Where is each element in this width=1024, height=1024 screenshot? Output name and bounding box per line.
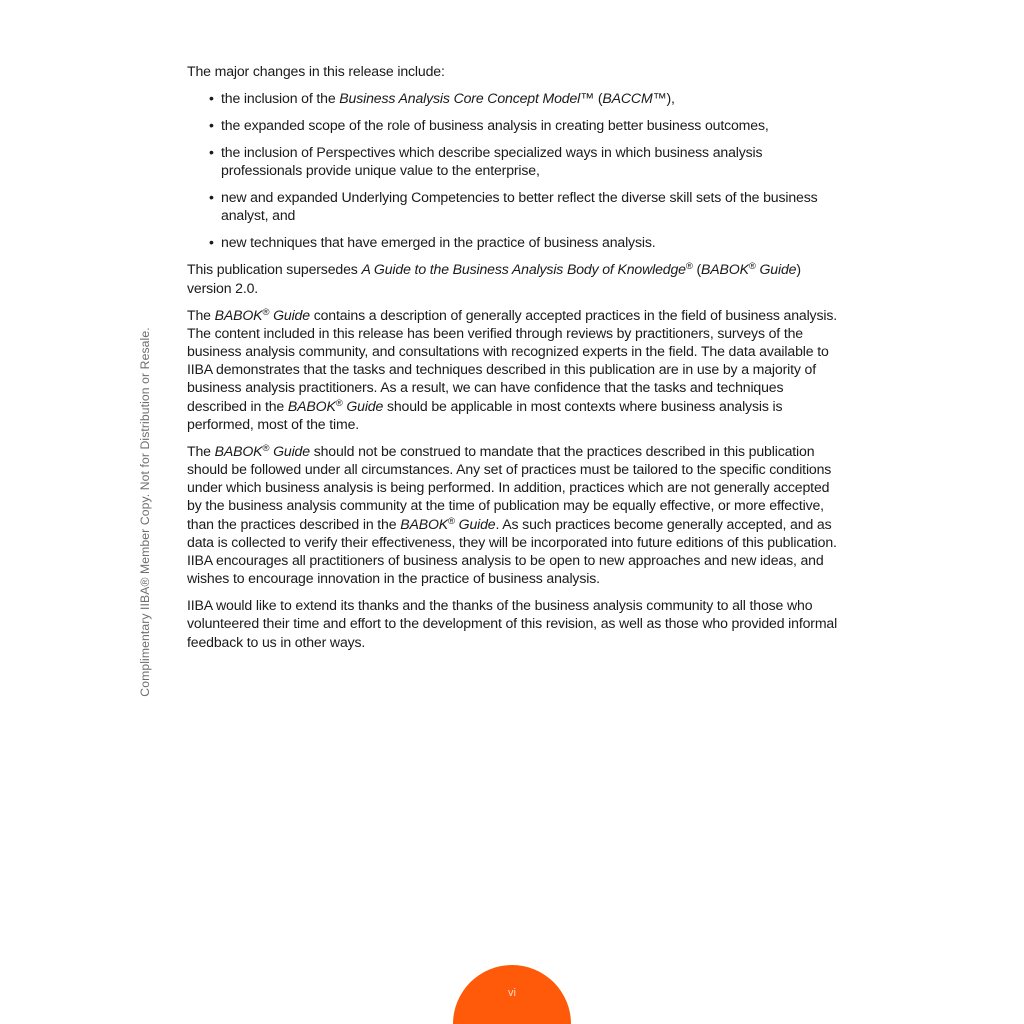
changes-intro: The major changes in this release include: [187,63,445,79]
accepted-practices-paragraph: The BABOK® Guide contains a description of generally accepted practices in the field of business analysis. The content included in this release has been verified through reviews by practitioners, surveys of the business analysis community, and consultations with recognized experts in the field. The data available to IIBA demonstrates that the tasks and techniques described in this publication are in use by a majority of business analysis practitioners. As a result, we can have confidence that the tasks and techniques described in the BABOK® Guide should be applicable in most contexts where business analysis is performed, most of the time. [187,306,837,432]
acknowledgements-paragraph: IIBA would like to extend its thanks and the thanks of the business analysis community to all those who volunteered their time and effort to the development of this revision, as well as those who provided informal feedback to us in other ways. [187,597,838,650]
list-item-text: the expanded scope of the role of business analysis in creating better business outcomes, [221,117,769,133]
page-body [187,62,842,660]
list-item [187,143,842,179]
bullet-icon: • [209,117,214,133]
list-item [187,89,842,107]
list-item [187,233,842,251]
list-item-text: new techniques that have emerged in the practice of business analysis. [221,234,656,251]
page-number: vi [508,987,516,999]
list-item [187,188,842,224]
supersedes-paragraph: This publication supersedes A Guide to the Business Analysis Body of Knowledge® (BABOK® Guide) version 2.0. [187,261,801,296]
list-item [187,116,842,134]
bullet-icon: • [209,144,214,160]
mandate-paragraph: The BABOK® Guide should not be construed to mandate that the practices described in this publication should be followed under all circumstances. Any set of practices must be tailored to the specific conditions under which business analysis is being performed. In addition, practices which are not generally accepted by the business analysis community at the time of publication may be equally effective, or more effective, than the practices described in the BABOK® Guide. As such practices become generally accepted, and as data is collected to verify their effectiveness, they will be incorporated into future editions of this publication. IIBA encourages all practitioners of business analysis to be open to new approaches and new ideas, and wishes to encourage innovation in the practice of business analysis. [187,442,837,587]
list-item-text: the inclusion of the Business Analysis Core Concept Model™ (BACCM™), [221,90,675,106]
bullet-icon: • [209,90,214,106]
list-item-text: the inclusion of Perspectives which describe specialized ways in which business analysis professionals provide unique value to the enterprise, [221,144,763,179]
list-item-text: new and expanded Underlying Competencies to better reflect the diverse skill sets of the business analyst, and [221,189,818,224]
changes-list [187,89,842,252]
page-number-tab [453,965,571,1024]
bullet-icon: • [209,189,214,206]
bullet-icon: • [209,234,214,251]
distribution-watermark: Complimentary IIBA® Member Copy. Not for Distribution or Resale. [138,327,152,697]
